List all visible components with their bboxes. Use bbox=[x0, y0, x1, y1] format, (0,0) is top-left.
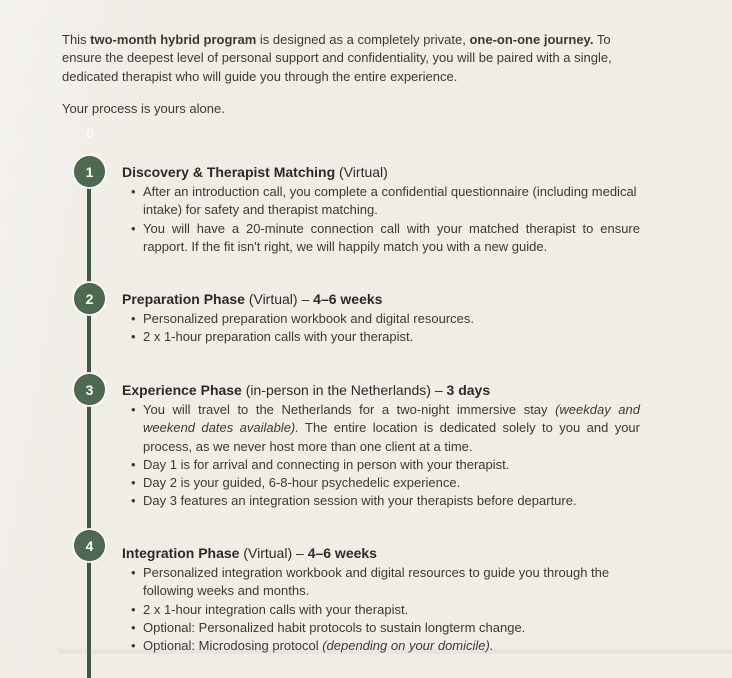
step-number-badge: 4 bbox=[74, 530, 105, 561]
step-subtitle: (in-person in the Netherlands) – bbox=[241, 382, 447, 398]
bullet-segment: You will have a 20-minute connection call with your matched therapist to ensure rapport. If the fit isn't right, we will happily match you with a new guide. bbox=[143, 220, 640, 254]
step-bullets bbox=[122, 564, 640, 655]
bullet-item bbox=[122, 564, 640, 601]
bullet-dot: • bbox=[131, 220, 136, 236]
bullet-dot: • bbox=[131, 184, 136, 199]
step-title: Experience Phase bbox=[122, 382, 242, 398]
bullet-segment: (weekday and weekend dates available). bbox=[143, 402, 640, 436]
bullet-segment: Day 3 features an integration session with your therapists before departure. bbox=[143, 493, 577, 509]
step-title: Integration Phase bbox=[122, 545, 240, 561]
step-heading bbox=[122, 290, 640, 309]
tagline: Your process is yours alone. bbox=[62, 101, 225, 116]
step-duration: 3 days bbox=[446, 382, 491, 398]
bullet-item bbox=[122, 492, 640, 510]
bullet-segment: You will travel to the Netherlands for a two-night immersive stay bbox=[143, 402, 556, 417]
intro-segment: To ensure the deepest level of personal support and confidentiality, you will be paired with a single, dedicated therapist who will guide you through the entire experience. bbox=[62, 32, 612, 84]
bullet-segment: After an introduction call, you complete a confidential questionnaire (including medical intake) for safety and therapist matching. bbox=[143, 184, 637, 218]
bottom-shade bbox=[58, 649, 732, 654]
timeline-step bbox=[85, 381, 640, 511]
timeline-step bbox=[85, 290, 640, 347]
bullet-text bbox=[143, 310, 640, 328]
bullet-segment: 2 x 1-hour preparation calls with your therapist. bbox=[143, 329, 414, 345]
bullet-item bbox=[122, 401, 640, 456]
timeline-step bbox=[85, 537, 640, 655]
intro-segment: is designed as a completely private, bbox=[256, 32, 470, 47]
bullet-text bbox=[143, 474, 640, 492]
timeline-line bbox=[87, 170, 91, 678]
bullet-segment: (depending on your domicile). bbox=[322, 638, 494, 654]
step-heading bbox=[122, 544, 640, 563]
bullet-item bbox=[122, 220, 640, 257]
bullet-dot: • bbox=[131, 329, 136, 345]
step-subtitle: (Virtual) – bbox=[239, 545, 308, 561]
bullet-segment: Personalized integration workbook and digital resources to guide you through the following weeks and months. bbox=[143, 565, 610, 599]
bullet-dot: • bbox=[131, 638, 136, 654]
bullet-item bbox=[122, 310, 640, 328]
bullet-text bbox=[143, 401, 640, 456]
bullet-item bbox=[122, 183, 640, 220]
step-bullets bbox=[122, 401, 640, 511]
bullet-item bbox=[122, 328, 640, 346]
step-number-badge: 3 bbox=[74, 374, 105, 405]
bullet-segment: Personalized preparation workbook and digital resources. bbox=[143, 311, 474, 326]
step-heading bbox=[122, 163, 640, 182]
bullet-segment: Optional: Personalized habit protocols to sustain longterm change. bbox=[143, 619, 526, 635]
timeline-step bbox=[85, 163, 640, 256]
bullet-segment: 2 x 1-hour integration calls with your therapist. bbox=[143, 601, 409, 617]
step-duration: 4–6 weeks bbox=[307, 545, 377, 561]
bullet-text bbox=[143, 220, 640, 257]
step-bullets bbox=[122, 183, 640, 256]
bullet-dot: • bbox=[131, 475, 136, 491]
intro-segment: two-month hybrid program bbox=[90, 32, 257, 47]
intro-segment: one-on-one journey. bbox=[469, 32, 594, 47]
step-number-badge: 2 bbox=[74, 283, 105, 314]
bullet-item bbox=[122, 474, 640, 492]
bullet-segment: The entire location is dedicated solely to you and your process, as we never host more than one client at a time. bbox=[143, 420, 640, 454]
bullet-text bbox=[143, 328, 640, 346]
bullet-text bbox=[143, 601, 640, 619]
bullet-dot: • bbox=[131, 619, 136, 635]
bullet-text bbox=[143, 619, 640, 637]
bullet-dot: • bbox=[131, 565, 136, 580]
bullet-text bbox=[143, 492, 640, 510]
step-bullets bbox=[122, 310, 640, 347]
bullet-segment: Day 1 is for arrival and connecting in person with your therapist. bbox=[143, 456, 510, 472]
bullet-text bbox=[143, 456, 640, 474]
bullet-dot: • bbox=[131, 311, 136, 326]
bullet-dot: • bbox=[131, 493, 136, 509]
ghost-step-marker: 0 bbox=[86, 125, 94, 141]
step-title: Discovery & Therapist Matching bbox=[122, 164, 336, 180]
bullet-text bbox=[143, 564, 640, 601]
intro-paragraph bbox=[62, 31, 644, 86]
intro-segment: This bbox=[62, 32, 91, 47]
bullet-item bbox=[122, 601, 640, 619]
bullet-item bbox=[122, 619, 640, 637]
bullet-segment: Day 2 is your guided, 6-8-hour psychedelic experience. bbox=[143, 475, 461, 491]
step-subtitle: (Virtual) bbox=[335, 164, 388, 180]
bullet-segment: Optional: Microdosing protocol bbox=[143, 638, 323, 654]
bullet-text bbox=[143, 183, 640, 220]
step-title: Preparation Phase bbox=[122, 291, 245, 307]
step-heading bbox=[122, 381, 640, 400]
bullet-dot: • bbox=[131, 456, 136, 472]
bullet-dot: • bbox=[131, 601, 136, 617]
bullet-item bbox=[122, 456, 640, 474]
bullet-dot: • bbox=[131, 402, 136, 417]
step-duration: 4–6 weeks bbox=[313, 291, 383, 307]
step-number-badge: 1 bbox=[74, 156, 105, 187]
step-subtitle: (Virtual) – bbox=[244, 291, 314, 307]
